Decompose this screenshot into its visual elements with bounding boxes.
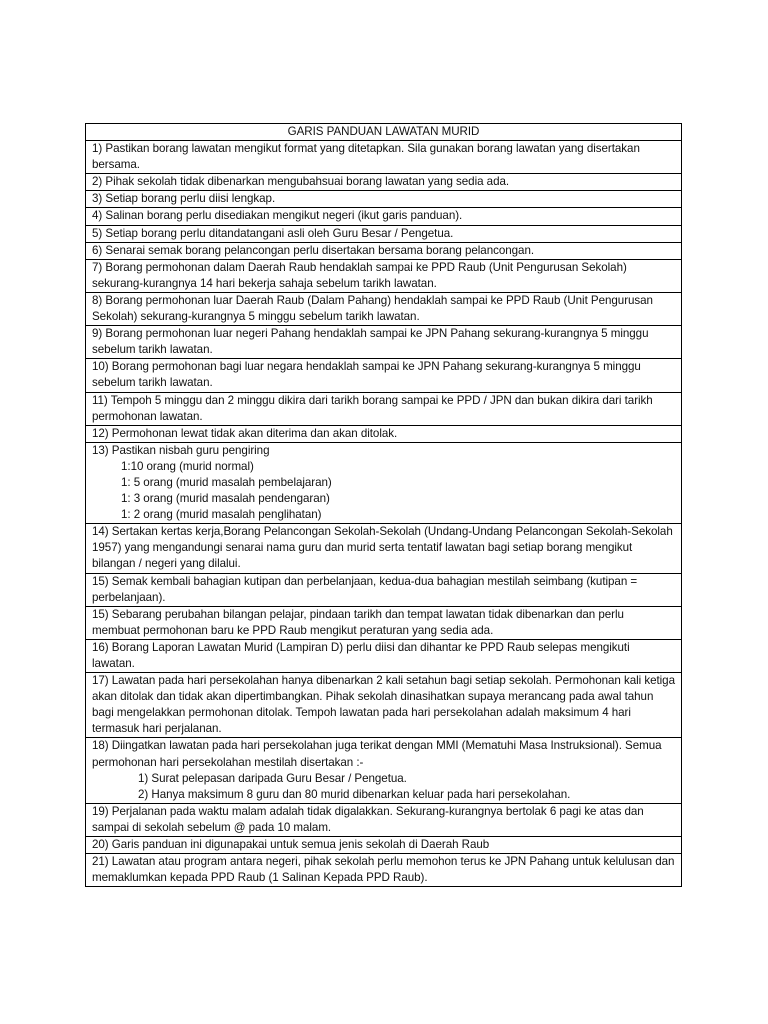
guidelines-table bbox=[85, 123, 682, 887]
table-row bbox=[86, 425, 682, 442]
guideline-20: 20) Garis panduan ini digunapakai untuk semua jenis sekolah di Daerah Raub bbox=[86, 837, 682, 854]
guideline-7: 7) Borang permohonan dalam Daerah Raub hendaklah sampai ke PPD Raub (Unit Pengurusan Sekolah) sekurang-kurangnya 14 hari bekerja sahaja sebelum tarikh lawatan. bbox=[86, 259, 682, 292]
table-row bbox=[86, 259, 682, 292]
table-row bbox=[86, 141, 682, 174]
table-row bbox=[86, 292, 682, 325]
guideline-3: 3) Setiap borang perlu diisi lengkap. bbox=[86, 191, 682, 208]
table-row bbox=[86, 191, 682, 208]
table-row bbox=[86, 673, 682, 738]
guideline-10: 10) Borang permohonan bagi luar negara hendaklah sampai ke JPN Pahang sekurang-kurangnya 5 minggu sebelum tarikh lawatan. bbox=[86, 359, 682, 392]
ratio-item: 1: 2 orang (murid masalah penglihatan) bbox=[121, 508, 322, 522]
guideline-13 bbox=[86, 442, 682, 523]
requirement-item: 1) Surat pelepasan daripada Guru Besar / Pengetua. bbox=[138, 771, 407, 785]
guideline-8: 8) Borang permohonan luar Daerah Raub (Dalam Pahang) hendaklah sampai ke PPD Raub (Unit Pengurusan Sekolah) sekurang-kurangnya 5 minggu sebelum tarikh lawatan. bbox=[86, 292, 682, 325]
guideline-4: 4) Salinan borang perlu disediakan mengikut negeri (ikut garis panduan). bbox=[86, 208, 682, 225]
document-title: GARIS PANDUAN LAWATAN MURID bbox=[86, 124, 682, 141]
ratio-item: 1: 3 orang (murid masalah pendengaran) bbox=[121, 492, 330, 506]
guideline-2: 2) Pihak sekolah tidak dibenarkan mengubahsuai borang lawatan yang sedia ada. bbox=[86, 174, 682, 191]
guideline-11: 11) Tempoh 5 minggu dan 2 minggu dikira dari tarikh borang sampai ke PPD / JPN dan bukan dikira dari tarikh permohonan lawatan. bbox=[86, 392, 682, 425]
guideline-12: 12) Permohonan lewat tidak akan diterima dan akan ditolak. bbox=[86, 425, 682, 442]
guideline-15a: 15) Semak kembali bahagian kutipan dan perbelanjaan, kedua-dua bahagian mestilah seimbang (kutipan = perbelanjaan). bbox=[86, 573, 682, 606]
table-row bbox=[86, 803, 682, 836]
table-row bbox=[86, 639, 682, 672]
table-row bbox=[86, 392, 682, 425]
table-row bbox=[86, 738, 682, 803]
guideline-21: 21) Lawatan atau program antara negeri, pihak sekolah perlu memohon terus ke JPN Pahang untuk kelulusan dan memaklumkan kepada PPD Raub (1 Salinan Kepada PPD Raub). bbox=[86, 854, 682, 887]
table-row bbox=[86, 208, 682, 225]
table-row bbox=[86, 442, 682, 523]
guideline-18 bbox=[86, 738, 682, 803]
table-row bbox=[86, 242, 682, 259]
table-row bbox=[86, 524, 682, 573]
table-row bbox=[86, 837, 682, 854]
guideline-1: 1) Pastikan borang lawatan mengikut format yang ditetapkan. Sila gunakan borang lawatan yang disertakan bersama. bbox=[86, 141, 682, 174]
table-row bbox=[86, 854, 682, 887]
guideline-16: 16) Borang Laporan Lawatan Murid (Lampiran D) perlu diisi dan dihantar ke PPD Raub selepas mengikuti lawatan. bbox=[86, 639, 682, 672]
guideline-17: 17) Lawatan pada hari persekolahan hanya dibenarkan 2 kali setahun bagi setiap sekolah. Permohonan kali ketiga akan ditolak dan tidak akan dipertimbangkan. Pihak sekolah dinasihatkan supaya merancang pada awal tahun bagi mengelakkan permohonan ditolak. Tempoh lawatan pada hari persekolahan adalah maksimum 4 hari termasuk hari perjalanan. bbox=[86, 673, 682, 738]
table-row bbox=[86, 359, 682, 392]
guideline-19: 19) Perjalanan pada waktu malam adalah tidak digalakkan. Sekurang-kurangnya bertolak 6 pagi ke atas dan sampai di sekolah sebelum @ pada 10 malam. bbox=[86, 803, 682, 836]
ratio-item: 1: 5 orang (murid masalah pembelajaran) bbox=[121, 475, 332, 489]
requirement-item: 2) Hanya maksimum 8 guru dan 80 murid dibenarkan keluar pada hari persekolahan. bbox=[138, 787, 571, 801]
guideline-13-text: 13) Pastikan nisbah guru pengiring bbox=[92, 443, 270, 457]
guideline-9: 9) Borang permohonan luar negeri Pahang hendaklah sampai ke JPN Pahang sekurang-kurangnya 5 minggu sebelum tarikh lawatan. bbox=[86, 326, 682, 359]
guideline-5: 5) Setiap borang perlu ditandatangani asli oleh Guru Besar / Pengetua. bbox=[86, 225, 682, 242]
table-row bbox=[86, 225, 682, 242]
ratio-item: 1:10 orang (murid normal) bbox=[121, 459, 254, 473]
guideline-18-text: 18) Diingatkan lawatan pada hari persekolahan juga terikat dengan MMI (Mematuhi Masa Instruksional). Semua permohonan hari persekolahan mestilah disertakan :- bbox=[92, 739, 662, 769]
guideline-6: 6) Senarai semak borang pelancongan perlu disertakan bersama borang pelancongan. bbox=[86, 242, 682, 259]
table-row bbox=[86, 174, 682, 191]
table-row bbox=[86, 573, 682, 606]
guideline-14: 14) Sertakan kertas kerja,Borang Pelancongan Sekolah-Sekolah (Undang-Undang Pelancongan Sekolah-Sekolah 1957) yang mengandungi senarai nama guru dan murid serta tentatif lawatan bagi setiap borang mengikut bilangan / negeri yang dilalui. bbox=[86, 524, 682, 573]
table-row bbox=[86, 326, 682, 359]
title-row bbox=[86, 124, 682, 141]
guideline-15b: 15) Sebarang perubahan bilangan pelajar, pindaan tarikh dan tempat lawatan tidak dibenarkan dan perlu membuat permohonan baru ke PPD Raub mengikut peraturan yang sedia ada. bbox=[86, 606, 682, 639]
table-row bbox=[86, 606, 682, 639]
